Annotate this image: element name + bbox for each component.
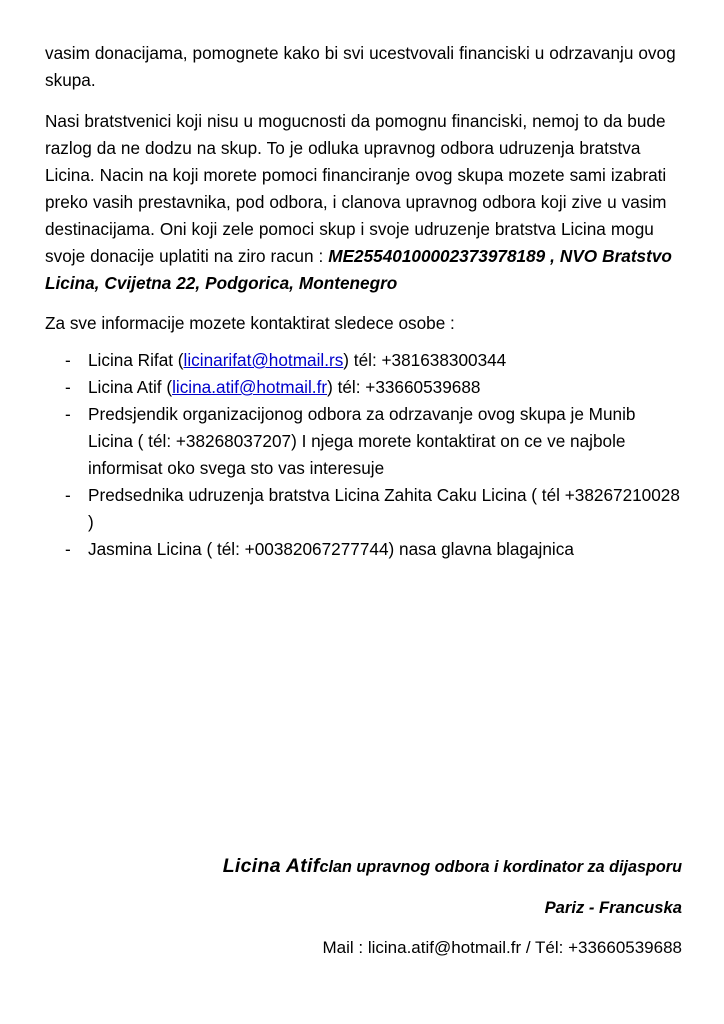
contact-prefix: Licina Rifat ( bbox=[88, 350, 184, 370]
paragraph-1: vasim donacijama, pomognete kako bi svi ucestvovali financiski u odrzavanju ovog skupa. bbox=[45, 43, 676, 90]
contact-prefix: Predsjendik organizacijonog odbora za odrzavanje ovog skupa je Munib Licina ( tél: +38268037207) I njega morete kontaktirat on ce ve najbole informisat oko svega sto vas interesuje bbox=[88, 404, 636, 478]
signature-name: Licina Atif bbox=[222, 855, 320, 877]
bullet-dash-icon: - bbox=[65, 377, 71, 397]
signature-location: Pariz - Francuska bbox=[544, 898, 682, 917]
list-item bbox=[45, 482, 682, 536]
signature-mail-line: Mail : licina.atif@hotmail.fr / Tél: +33660539688 bbox=[322, 938, 682, 957]
signature-block bbox=[45, 852, 682, 962]
paragraph-2-text: Nasi bratstvenici koji nisu u mogucnosti da pomognu financiski, nemoj to da bude razlog da ne dodzu na skup. To je odluka upravnog odbora udruzenja bratstva Licina. Nacin na koji morete pomoci financiranje ovog skupa mozete sami izabrati preko vasih prestavnika, pod odbora, i clanova upravnog odbora koji zive u vasim destinacijama. Oni koji zele pomoci skup i svoje udruzenje bratstva Licina mogu svoje donacije uplatiti na ziro racun : bbox=[45, 111, 667, 266]
contact-suffix: ) tél: +33660539688 bbox=[327, 377, 481, 397]
bank-details: ME25540100002373978189 , NVO Bratstvo Licina, Cvijetna 22, Podgorica, Montenegro bbox=[45, 246, 672, 293]
contact-prefix: Jasmina Licina ( tél: +00382067277744) nasa glavna blagajnica bbox=[88, 539, 574, 559]
paragraph-2 bbox=[45, 108, 682, 297]
bullet-dash-icon: - bbox=[65, 485, 71, 505]
contact-prefix: Predsednika udruzenja bratstva Licina Zahita Caku Licina ( tél +38267210028 ) bbox=[88, 485, 680, 532]
contact-prefix: Licina Atif ( bbox=[88, 377, 173, 397]
signature-role: clan upravnog odbora i kordinator za dijasporu bbox=[319, 858, 682, 876]
email-link[interactable]: licinarifat@hotmail.rs bbox=[183, 350, 344, 370]
signature-name-role-line bbox=[45, 852, 682, 882]
contacts-intro: Za sve informacije mozete kontaktirat sledece osobe : bbox=[45, 313, 455, 333]
list-item bbox=[45, 536, 682, 563]
bullet-dash-icon: - bbox=[65, 539, 71, 559]
bullet-dash-icon: - bbox=[65, 350, 71, 370]
contact-list bbox=[45, 347, 682, 563]
email-link[interactable]: licina.atif@hotmail.fr bbox=[172, 377, 328, 397]
list-item bbox=[45, 401, 682, 482]
contact-suffix: ) tél: +381638300344 bbox=[343, 350, 507, 370]
list-item bbox=[45, 374, 682, 401]
list-item bbox=[45, 347, 682, 374]
document-body bbox=[45, 40, 682, 563]
bullet-dash-icon: - bbox=[65, 404, 71, 424]
